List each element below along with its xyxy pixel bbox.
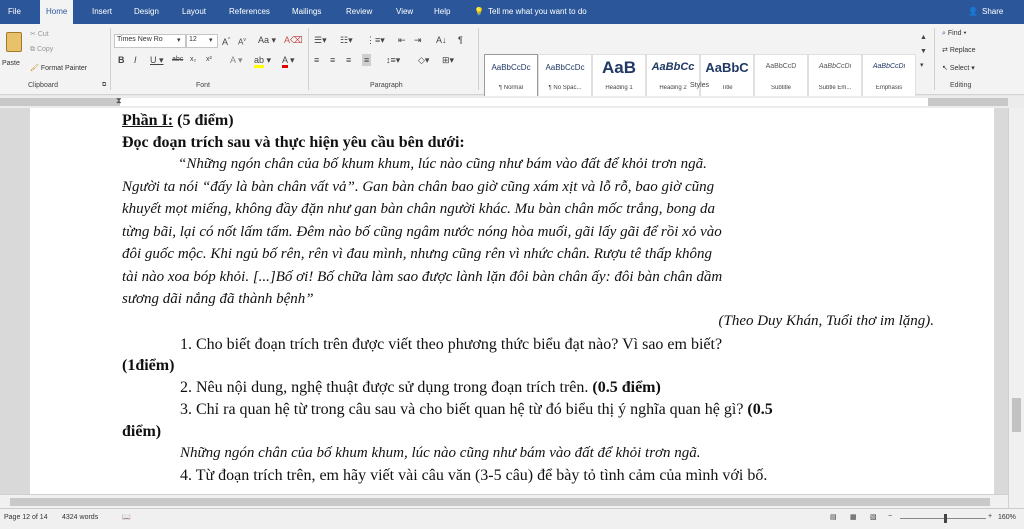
copy-icon: ⧉ bbox=[30, 46, 37, 53]
style-name: Heading 2 bbox=[659, 85, 687, 91]
tab-mailings[interactable]: Mailings bbox=[292, 7, 322, 16]
passage-line: “Những ngón chân của bố khum khum, lúc nào cũng như bám vào đất để khỏi trơn ngã. bbox=[178, 156, 707, 172]
passage-line: Người ta nói “đấy là bàn chân vất vả”. Gan bàn chân bao giờ cũng xám xịt và lỗ rỗ, bao giờ cũng bbox=[122, 178, 715, 195]
status-bar bbox=[0, 508, 1024, 529]
tab-layout[interactable]: Layout bbox=[182, 7, 207, 16]
question-1: 1. Cho biết đoạn trích trên được viết theo phương thức biểu đạt nào? Vì sao em biết? bbox=[180, 336, 723, 353]
share-button[interactable]: Share bbox=[982, 7, 1004, 16]
copy-button[interactable]: ⧉ Copy bbox=[30, 46, 54, 53]
font-group-label: Font bbox=[196, 82, 211, 89]
tell-me-box[interactable]: Tell me what you want to do bbox=[488, 7, 587, 16]
question-3-text: 3. Chỉ ra quan hệ từ trong câu sau và cho biết quan hệ từ đó biểu thị ý nghĩa quan hệ gì? bbox=[180, 401, 744, 418]
tab-file[interactable]: File bbox=[8, 7, 21, 16]
question-2-points: (0.5 điểm) bbox=[588, 379, 661, 396]
tab-help[interactable]: Help bbox=[434, 7, 451, 16]
question-2-text: 2. Nêu nội dung, nghệ thuật được sử dụng trong đoạn trích trên. bbox=[180, 379, 589, 396]
style-preview: AaBbCcDc bbox=[491, 63, 531, 72]
word-count[interactable]: 4324 words bbox=[62, 514, 99, 521]
ribbon bbox=[0, 24, 1024, 95]
question-2 bbox=[122, 379, 934, 397]
more-styles-icon[interactable]: ▾ bbox=[920, 62, 924, 69]
brush-icon: 🖌 bbox=[30, 65, 41, 72]
replace-button[interactable]: ⇄ Replace bbox=[942, 47, 976, 54]
format-painter-button[interactable]: 🖌 Format Painter bbox=[30, 65, 88, 72]
decrease-indent-icon[interactable]: ⇤ bbox=[398, 35, 406, 45]
document-canvas bbox=[0, 108, 1024, 504]
user-icon: 👤 bbox=[968, 7, 978, 16]
style-name: ¶ No Spac... bbox=[548, 85, 582, 91]
align-right-icon[interactable]: ≡ bbox=[346, 55, 352, 65]
paragraph-group-label: Paragraph bbox=[370, 82, 403, 89]
passage-line: đôi guốc mộc. Khi ngủ bố rên, rên vì đau mình, nhưng cũng rên vì nhức chân. Rượu tê thấp không bbox=[122, 246, 712, 262]
passage-line: tài nào xoa bóp khỏi. [...]Bố ơi! Bố chữa làm sao được lành lặn đôi bàn chân ấy: đôi bàn chân dầm bbox=[122, 268, 723, 285]
tab-review[interactable]: Review bbox=[346, 7, 373, 16]
cursor-icon: ↖ bbox=[942, 65, 950, 72]
subscript-icon[interactable]: x₂ bbox=[190, 56, 197, 63]
question-3-quote: Những ngón chân của bố khum khum, lúc nào cũng như bám vào đất để khỏi trơn ngã. bbox=[180, 445, 701, 461]
select-button[interactable]: ↖ Select ▾ bbox=[942, 65, 975, 72]
highlight-icon[interactable]: ab ▾ bbox=[254, 54, 271, 66]
scroll-down-icon[interactable]: ▼ bbox=[920, 48, 927, 55]
clipboard-group-label: Clipboard bbox=[28, 82, 58, 89]
style-preview: AaB bbox=[601, 58, 636, 77]
style-item[interactable] bbox=[862, 54, 916, 100]
style-item[interactable] bbox=[754, 54, 808, 100]
style-name: Emphasis bbox=[875, 85, 903, 91]
clear-format-icon[interactable]: A⌫ bbox=[284, 35, 303, 45]
divider bbox=[110, 28, 111, 90]
style-name: Subtitle bbox=[770, 85, 791, 91]
pilcrow-icon[interactable]: ¶ bbox=[458, 35, 463, 45]
font-name-value: Times New Ro bbox=[117, 36, 163, 43]
part-heading bbox=[122, 112, 934, 130]
divider bbox=[934, 28, 935, 90]
style-item[interactable] bbox=[484, 54, 538, 100]
strikethrough-icon[interactable]: abc bbox=[172, 56, 184, 63]
style-item[interactable] bbox=[592, 54, 646, 100]
question-3 bbox=[122, 401, 934, 419]
passage-line: khuyết mọt miếng, không đầy đặn như gan bàn chân người khác. Mu bàn chân mốc trắng, bong da bbox=[122, 201, 716, 217]
style-name: Subtle Em... bbox=[818, 85, 852, 91]
divider bbox=[308, 28, 309, 90]
style-item[interactable] bbox=[646, 54, 700, 100]
horizontal-scrollbar[interactable] bbox=[0, 494, 1008, 509]
underline-icon[interactable]: U ▾ bbox=[150, 55, 164, 65]
source-citation: (Theo Duy Khán, Tuổi thơ im lặng). bbox=[718, 313, 934, 329]
tab-insert[interactable]: Insert bbox=[92, 7, 113, 16]
tab-references[interactable]: References bbox=[229, 7, 270, 16]
numbering-icon[interactable]: ☷▾ bbox=[340, 35, 353, 45]
grow-font-icon[interactable]: A^ bbox=[222, 37, 231, 47]
borders-icon[interactable]: ⊞▾ bbox=[442, 55, 455, 65]
instruction: Đọc đoạn trích sau và thực hiện yêu cầu bên dưới: bbox=[122, 134, 465, 151]
dialog-launcher-icon[interactable]: ⧉ bbox=[102, 82, 107, 88]
sort-icon[interactable]: A↓ bbox=[436, 35, 447, 45]
part-points: (5 điểm) bbox=[173, 112, 234, 129]
style-item[interactable] bbox=[700, 54, 754, 100]
zoom-in-icon[interactable]: + bbox=[988, 513, 993, 520]
replace-icon: ⇄ bbox=[942, 47, 950, 54]
line-spacing-icon[interactable]: ↕≡▾ bbox=[386, 55, 401, 65]
change-case-icon[interactable]: Aa ▾ bbox=[258, 35, 277, 45]
chevron-down-icon: ▾ bbox=[209, 37, 213, 44]
read-mode-icon[interactable]: ▤ bbox=[830, 514, 837, 521]
style-item[interactable] bbox=[808, 54, 862, 100]
style-name: Title bbox=[721, 85, 733, 91]
ruler-text-area bbox=[120, 98, 928, 106]
ruler-margin-right bbox=[928, 98, 1008, 106]
multilevel-list-icon[interactable]: ⋮≡▾ bbox=[366, 35, 385, 45]
style-preview: AaBbC bbox=[705, 60, 749, 75]
styles-group-label: Styles bbox=[690, 82, 710, 89]
vertical-scrollbar[interactable] bbox=[1008, 108, 1024, 508]
passage-line: sương dãi nắng đã thành bệnh” bbox=[122, 291, 314, 307]
font-name-select[interactable] bbox=[114, 34, 186, 48]
scroll-up-icon[interactable]: ▲ bbox=[920, 34, 927, 41]
question-1-points: (1điểm) bbox=[122, 357, 175, 374]
tab-home[interactable]: Home bbox=[40, 0, 73, 24]
paste-label: Paste bbox=[2, 60, 20, 67]
clipboard-icon bbox=[6, 32, 22, 52]
zoom-level[interactable]: 160% bbox=[998, 514, 1016, 521]
bullets-icon[interactable]: ☰▾ bbox=[314, 35, 327, 45]
proofing-icon[interactable]: 📖 bbox=[122, 514, 131, 521]
justify-icon[interactable]: ≡ bbox=[364, 55, 370, 65]
find-button[interactable]: ⌕ Find ▾ bbox=[942, 30, 967, 37]
text-effects-icon[interactable]: A ▾ bbox=[230, 55, 243, 65]
style-preview: AaBbCcDc bbox=[545, 63, 585, 72]
style-preview: AaBbCcD bbox=[765, 63, 797, 70]
scissors-icon: ✂ bbox=[30, 31, 38, 38]
cut-button[interactable]: ✂ Cut bbox=[30, 31, 49, 38]
document-page[interactable] bbox=[30, 108, 994, 504]
question-3-points-cont: điểm) bbox=[122, 423, 162, 440]
page-count[interactable]: Page 12 of 14 bbox=[4, 514, 48, 521]
editing-group-label: Editing bbox=[950, 82, 972, 89]
part-title: Phần I: bbox=[122, 112, 174, 129]
style-preview: AaBbCcDi bbox=[872, 63, 906, 70]
style-preview: AaBbCcDi bbox=[818, 63, 852, 70]
shrink-font-icon[interactable]: $A^v$ bbox=[238, 37, 246, 47]
zoom-slider[interactable] bbox=[900, 518, 986, 519]
question-4: 4. Từ đoạn trích trên, em hãy viết vài câu văn (3-5 câu) để bày tỏ tình cảm của mình với bố. bbox=[180, 467, 768, 484]
passage-line: từng bãi, lại có nốt lấm tấm. Đêm nào bố cũng ngâm nước nóng hòa muối, gãi lấy gãi để rồi xỏ vào bbox=[122, 223, 722, 240]
ruler-margin-left bbox=[0, 98, 120, 106]
tab-view[interactable]: View bbox=[396, 7, 414, 16]
font-size-select[interactable] bbox=[186, 34, 218, 48]
zoom-slider-thumb[interactable] bbox=[944, 514, 947, 523]
style-name: Heading 1 bbox=[605, 85, 633, 91]
divider bbox=[478, 28, 479, 90]
print-layout-icon[interactable]: ▦ bbox=[850, 514, 857, 521]
style-preview: AaBbCc bbox=[651, 61, 695, 73]
align-left-icon[interactable]: ≡ bbox=[314, 55, 320, 65]
shading-icon[interactable]: ◇▾ bbox=[418, 55, 430, 65]
style-name: ¶ Normal bbox=[498, 85, 524, 91]
scroll-thumb-horizontal[interactable] bbox=[10, 498, 990, 506]
ribbon-tabs bbox=[0, 0, 1024, 24]
superscript-icon[interactable]: x² bbox=[206, 56, 212, 63]
zoom-out-icon[interactable]: − bbox=[888, 513, 893, 520]
paste-button[interactable] bbox=[2, 30, 26, 74]
indent-marker-icon[interactable]: ⧗ bbox=[116, 96, 122, 105]
tab-design[interactable]: Design bbox=[134, 7, 159, 16]
style-item[interactable] bbox=[538, 54, 592, 100]
bold-icon[interactable]: B bbox=[118, 55, 125, 65]
lightbulb-icon: 💡 bbox=[474, 7, 484, 16]
question-3-points: (0.5 bbox=[743, 401, 773, 418]
font-size-value: 12 bbox=[189, 36, 197, 43]
web-layout-icon[interactable]: ▧ bbox=[870, 514, 877, 521]
increase-indent-icon[interactable]: ⇥ bbox=[414, 35, 422, 45]
italic-icon[interactable]: I bbox=[134, 55, 137, 65]
align-center-icon[interactable]: ≡ bbox=[330, 55, 336, 65]
chevron-down-icon: ▾ bbox=[177, 37, 181, 44]
font-color-icon[interactable]: A ▾ bbox=[282, 54, 295, 66]
search-icon: ⌕ bbox=[942, 30, 948, 37]
scroll-thumb[interactable] bbox=[1012, 398, 1021, 432]
